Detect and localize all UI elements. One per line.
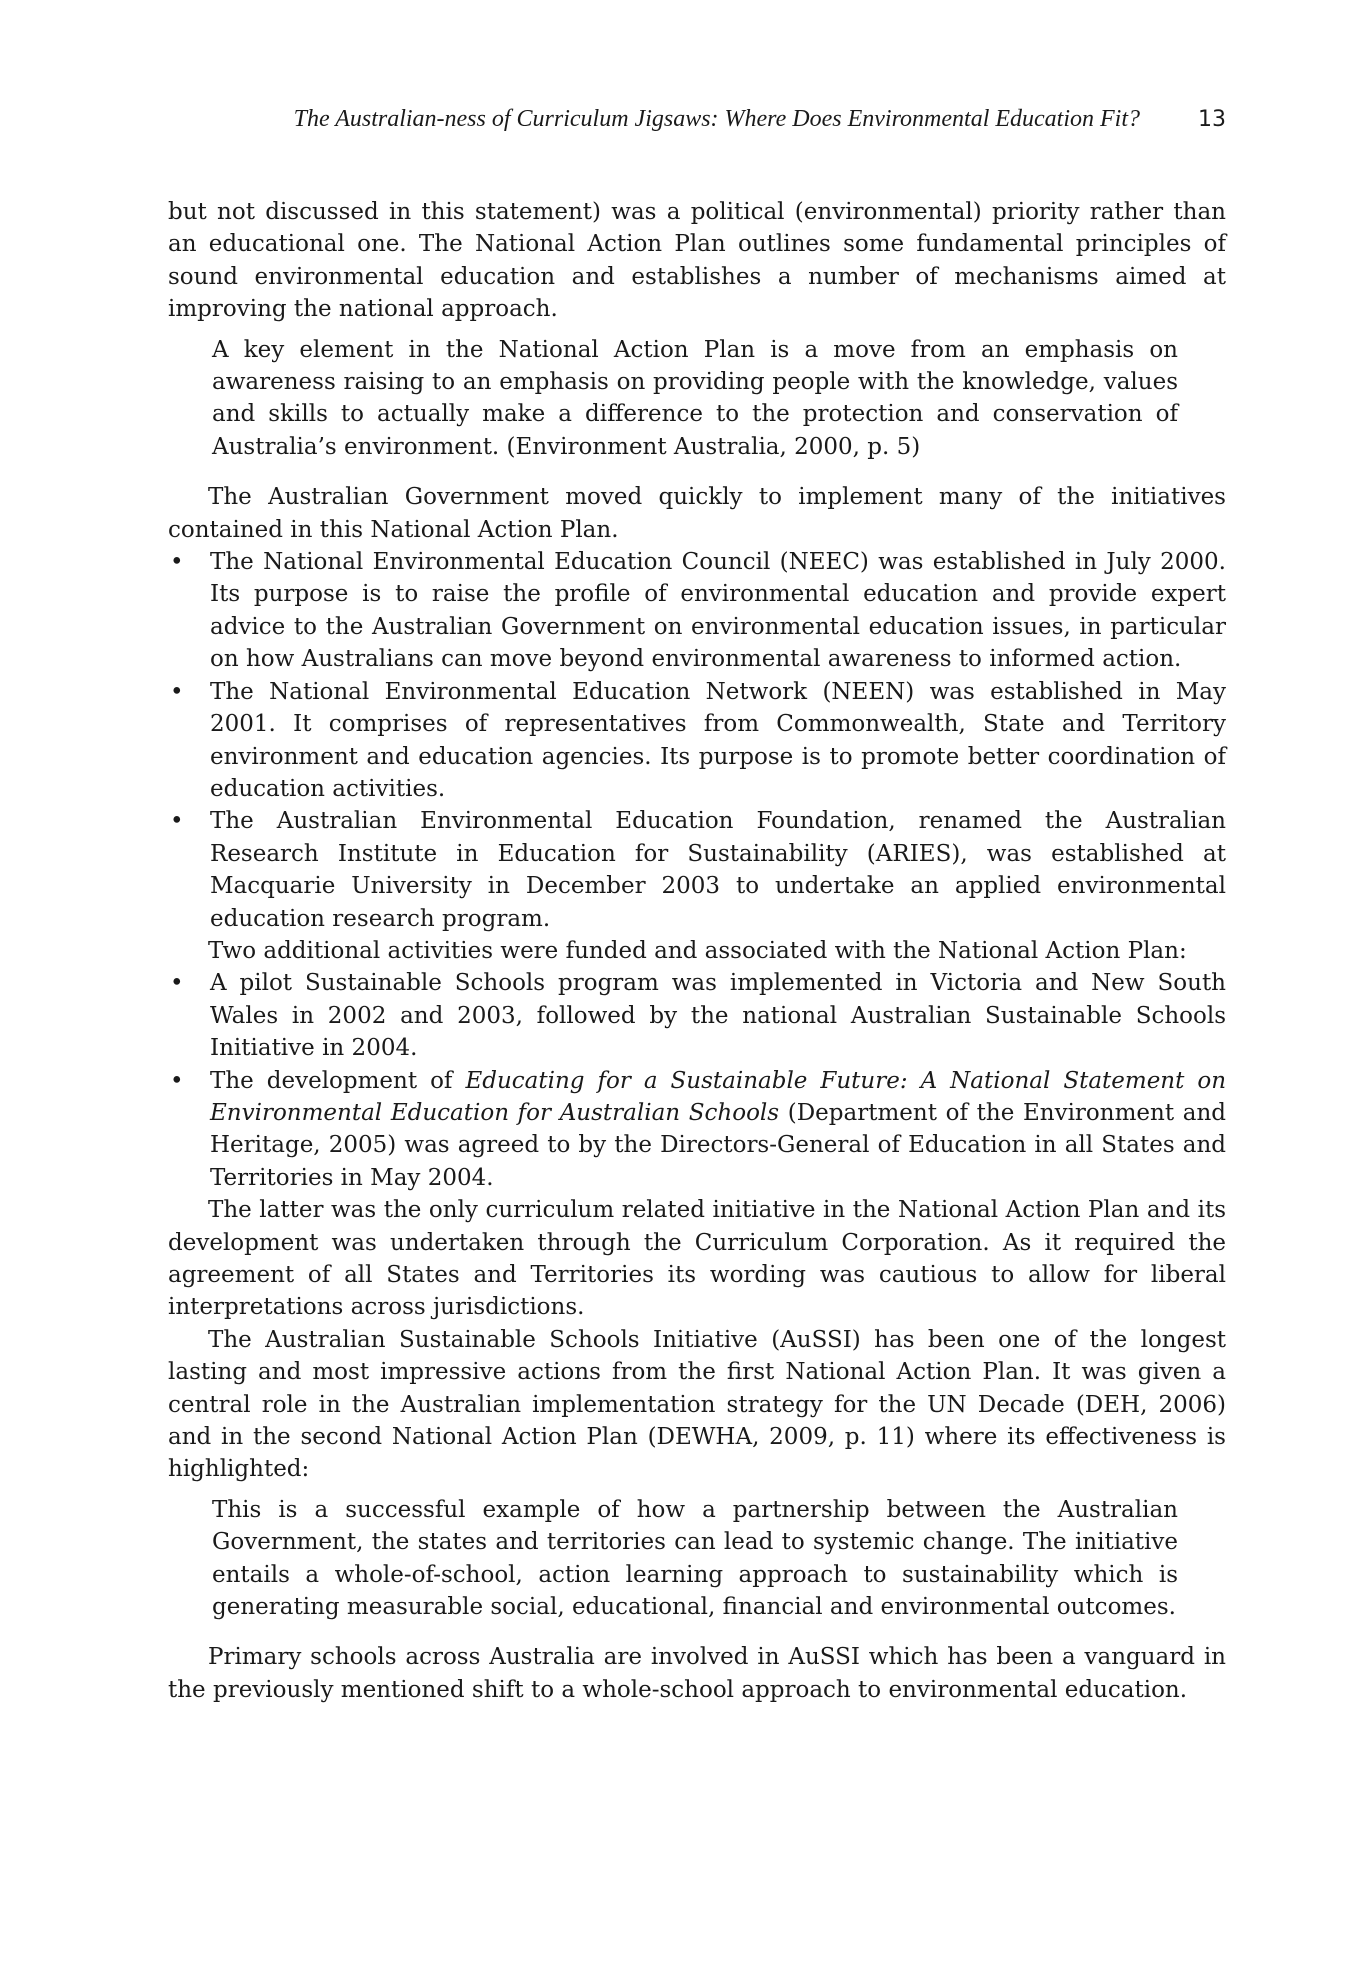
bullet-icon: •	[170, 549, 184, 576]
list-item	[168, 676, 1226, 806]
list-item-text-before: The development of	[210, 1067, 466, 1094]
list-item	[168, 805, 1226, 935]
paragraph: The latter was the only curriculum related initiative in the National Action Plan and its development was undertaken through the Curriculum Corporation. As it required the agreement of all States and Territories its wording was cautious to allow for liberal interpretations across jurisdictions.	[168, 1197, 1226, 1321]
block-quote: This is a successful example of how a partnership between the Australian Government, the states and territories can lead to systemic change. The initiative entails a whole-of-school, action learning approach to sustainability which is generating measurable social, educational, financial and environmental outcomes.	[212, 1496, 1178, 1621]
page-number: 13	[1198, 107, 1226, 132]
block-quote: A key element in the National Action Plan is a move from an emphasis on awareness raising to an emphasis on providing people with the knowledge, values and skills to actually make a difference to the protection and conservation of Australia’s environment. (Environment Australia, 2000, p. 5)	[212, 336, 1178, 460]
list-item	[168, 1065, 1226, 1195]
running-title: The Australian-ness of Curriculum Jigsaws: Where Does Environmental Education Fit?	[293, 106, 1140, 132]
bullet-icon: •	[170, 970, 184, 997]
bullet-list	[168, 546, 1226, 935]
list-item-text: The National Environmental Education Network (NEEN) was established in May 2001. It comprises of representatives from Commonwealth, State and Territory environment and education agencies. Its purpose is to promote better coordination of education activities.	[210, 678, 1226, 802]
paragraph: but not discussed in this statement) was a political (environmental) priority rather than an educational one. The National Action Plan outlines some fundamental principles of sound environmental education and establishes a number of mechanisms aimed at improving the national approach.	[168, 199, 1226, 323]
body-text	[168, 196, 1226, 1706]
list-item-text: A pilot Sustainable Schools program was implemented in Victoria and New South Wales in 2002 and 2003, followed by the national Australian Sustainable Schools Initiative in 2004.	[210, 970, 1226, 1062]
paragraph: The Australian Government moved quickly to implement many of the initiatives contained in this National Action Plan.	[168, 484, 1226, 543]
bullet-list	[168, 967, 1226, 1194]
list-item-text: The Australian Environmental Education Foundation, renamed the Australian Research Institute in Education for Sustainability (ARIES), was established at Macquarie University in December 2003 to undertake an applied environmental education research program.	[210, 808, 1226, 932]
cited-publication-title: Educating for a Sustainable Future: A National Statement on Environmental Education for Australian Schools	[210, 1067, 1227, 1126]
list-item	[168, 967, 1226, 1064]
running-header	[168, 104, 1226, 135]
bullet-icon: •	[170, 1067, 184, 1094]
list-item-text-after: (Department of the Environment and Heritage, 2005) was agreed to by the Directors-General of Education in all States and Territories in May 2004.	[210, 1099, 1226, 1191]
paragraph: Primary schools across Australia are involved in AuSSI which has been a vanguard in the previously mentioned shift to a whole-school approach to environmental education.	[168, 1644, 1226, 1703]
paragraph: Two additional activities were funded and associated with the National Action Plan:	[208, 937, 1187, 964]
bullet-icon: •	[170, 808, 184, 835]
bullet-icon: •	[170, 678, 184, 705]
list-item-text: The National Environmental Education Council (NEEC) was established in July 2000. Its purpose is to raise the profile of environmental education and provide expert advice to the Australian Government on environmental education issues, in particular on how Australians can move beyond environmental awareness to informed action.	[210, 549, 1226, 673]
paragraph: The Australian Sustainable Schools Initiative (AuSSI) has been one of the longest lasting and most impressive actions from the first National Action Plan. It was given a central role in the Australian implementation strategy for the UN Decade (DEH, 2006) and in the second National Action Plan (DEWHA, 2009, p. 11) where its effectiveness is highlighted:	[168, 1326, 1226, 1483]
list-item	[168, 546, 1226, 676]
